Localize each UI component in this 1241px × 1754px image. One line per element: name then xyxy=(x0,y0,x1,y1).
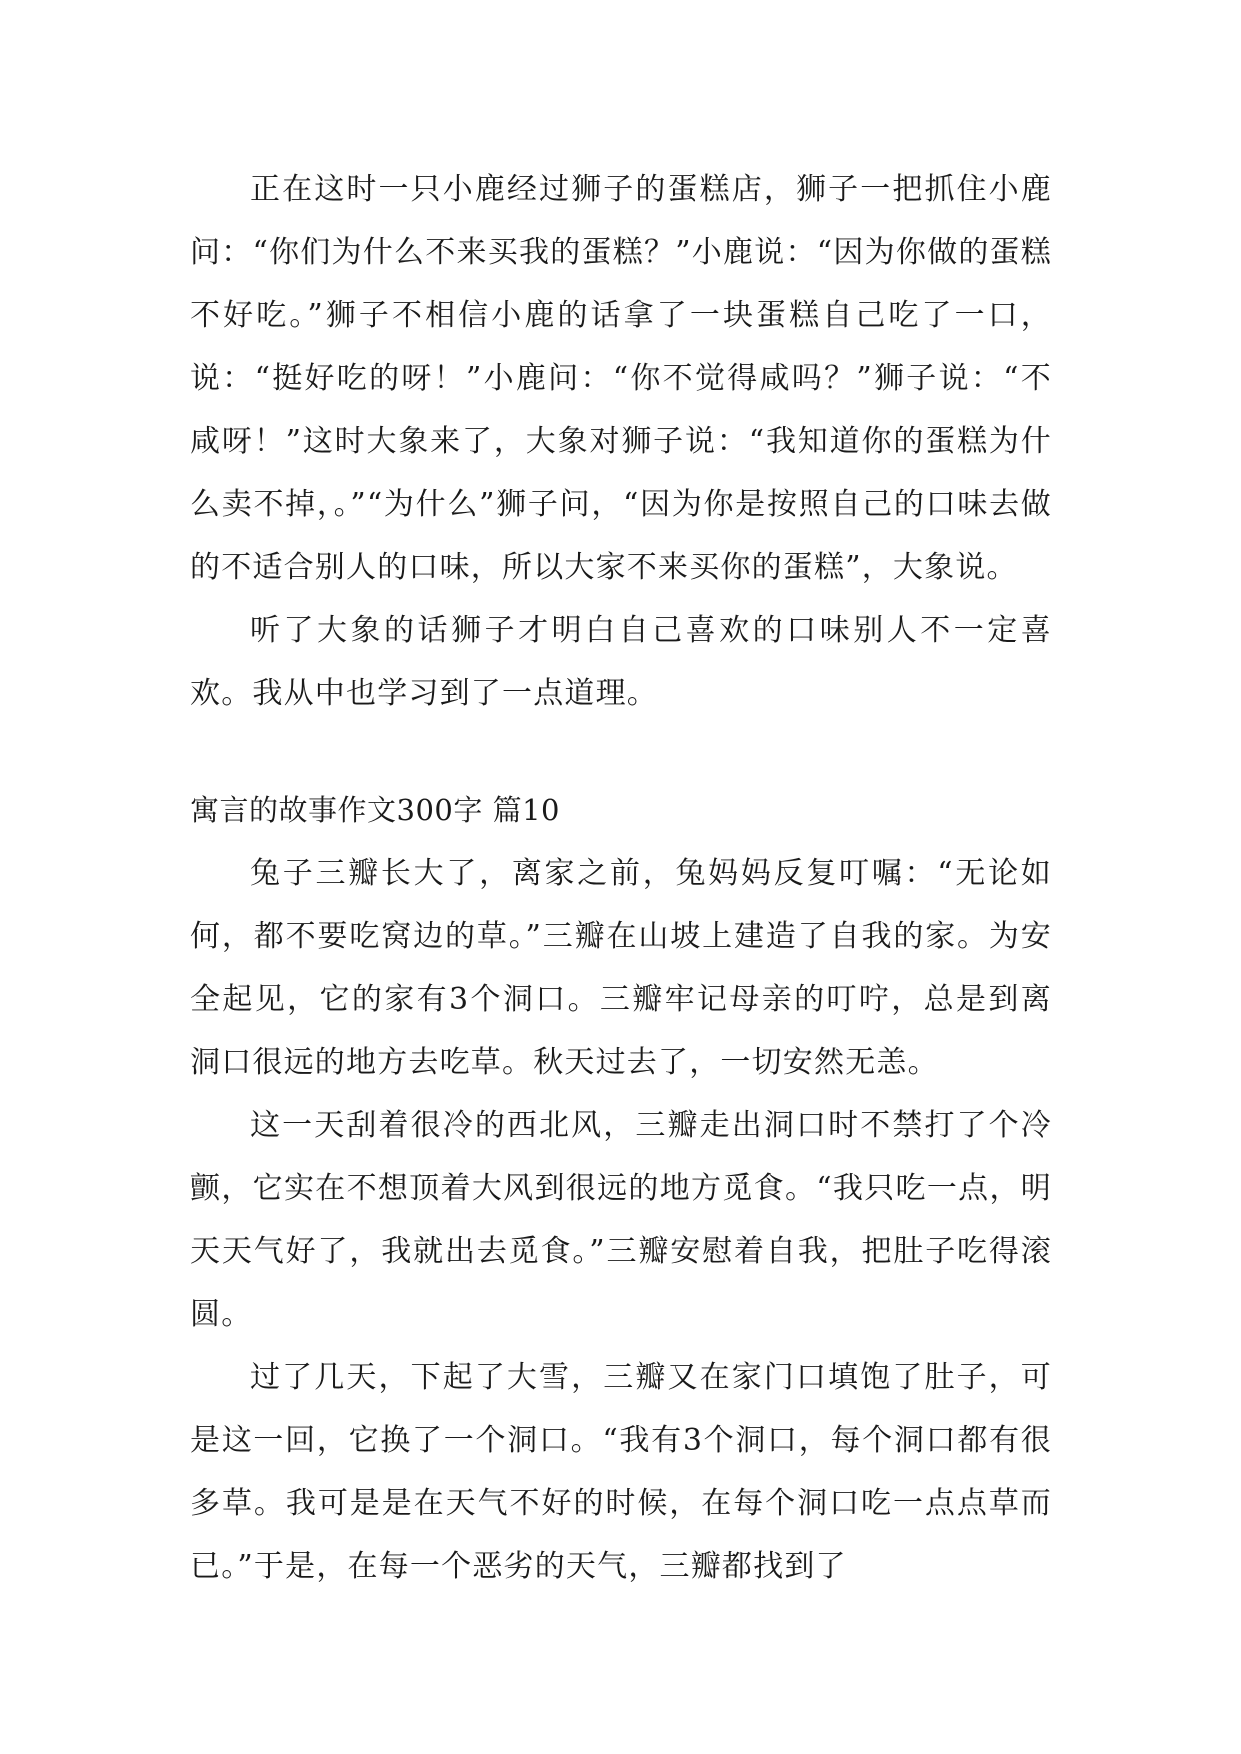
paragraph-rabbit-leaves-home: 兔子三瓣长大了，离家之前，兔妈妈反复叮嘱：“无论如何，都不要吃窝边的草。”三瓣在山坡上建造了自我的家。为安全起见，它的家有3个洞口。三瓣牢记母亲的叮咛，总是到离洞口很远的地方去吃草。秋天过去了，一切安然无恙。 xyxy=(190,856,1052,1080)
paragraph-rabbit-snow: 过了几天，下起了大雪，三瓣又在家门口填饱了肚子，可是这一回，它换了一个洞口。“我有3个洞口，每个洞口都有很多草。我可是是在天气不好的时候，在每个洞口吃一点点草而已。”于是，在每一个恶劣的天气，三瓣都找到了 xyxy=(190,1360,1052,1584)
paragraph-lion-cake: 正在这时一只小鹿经过狮子的蛋糕店，狮子一把抓住小鹿问：“你们为什么不来买我的蛋糕？”小鹿说：“因为你做的蛋糕不好吃。”狮子不相信小鹿的话拿了一块蛋糕自己吃了一口，说：“挺好吃的呀！”小鹿问：“你不觉得咸吗？”狮子说：“不咸呀！”这时大象来了，大象对狮子说：“我知道你的蛋糕为什么卖不掉，。”“为什么”狮子问，“因为你是按照自己的口味去做的不适合别人的口味，所以大家不来买你的蛋糕”，大象说。 xyxy=(190,172,1052,585)
document-page xyxy=(190,158,1052,1598)
paragraph-rabbit-cold-wind: 这一天刮着很冷的西北风，三瓣走出洞口时不禁打了个冷颤，它实在不想顶着大风到很远的地方觅食。“我只吃一点，明天天气好了，我就出去觅食。”三瓣安慰着自我，把肚子吃得滚圆。 xyxy=(190,1108,1052,1332)
section-heading: 寓言的故事作文300字 篇10 xyxy=(190,793,560,827)
paragraph-lion-lesson: 听了大象的话狮子才明白自己喜欢的口味别人不一定喜欢。我从中也学习到了一点道理。 xyxy=(190,613,1052,711)
